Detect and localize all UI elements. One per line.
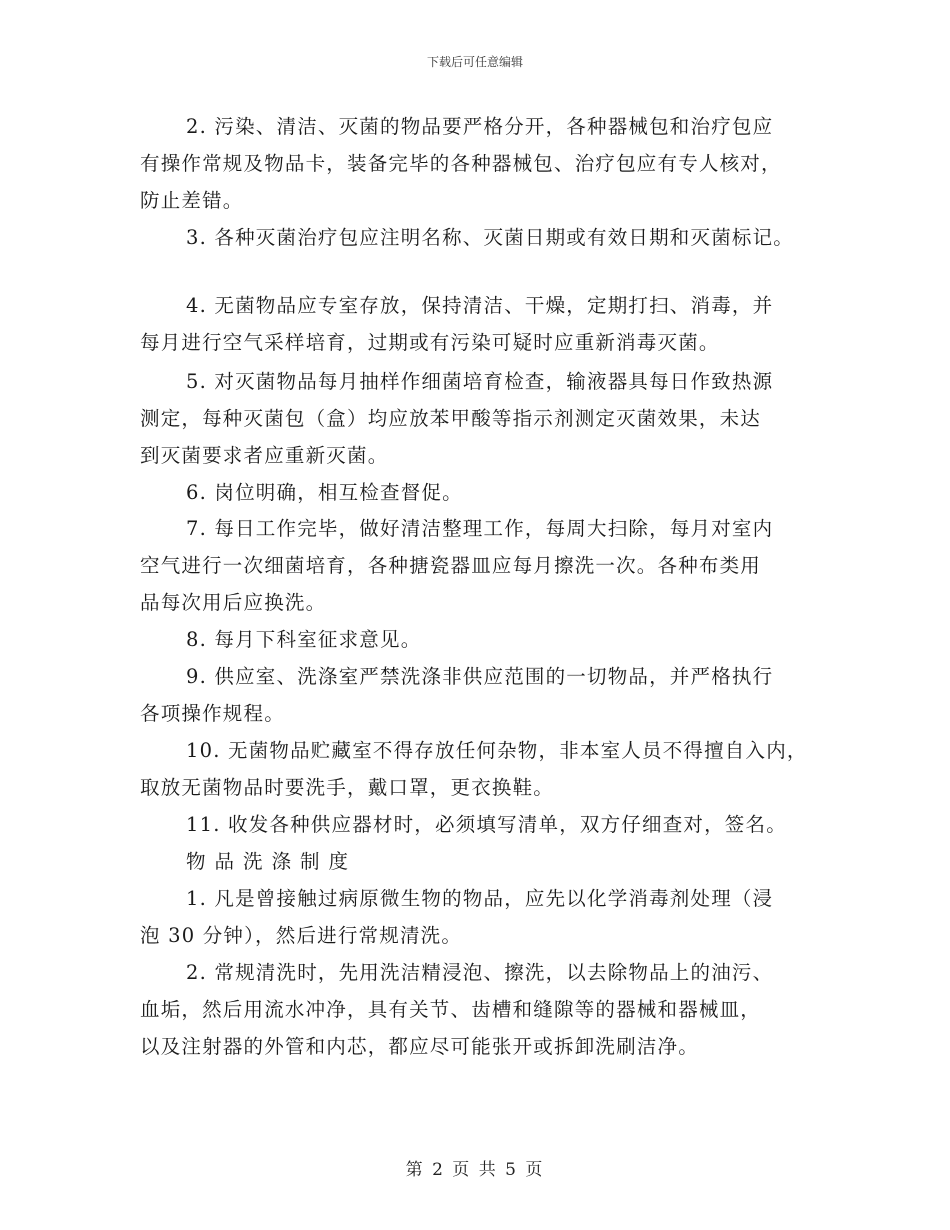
paragraph-line: 2. 常规清洗时，先用洗洁精浸泡、擦洗，以去除物品上的油污、 [186, 961, 774, 984]
paragraph-line: 到灭菌要求者应重新灭菌。 [140, 444, 389, 467]
paragraph-line: 11. 收发各种供应器材时，必须填写清单，双方仔细查对，签名。 [186, 813, 787, 836]
paragraph-line: 每月进行空气采样培育，过期或有污染可疑时应重新消毒灭菌。 [140, 331, 720, 354]
paragraph-line: 4. 无菌物品应专室存放，保持清洁、干燥，定期打扫、消毒，并 [186, 294, 774, 317]
paragraph-line: 血垢，然后用流水冲净，具有关节、齿槽和缝隙等的器械和器械皿， [140, 998, 762, 1021]
paragraph-line: 防止差错。 [140, 189, 244, 212]
paragraph-line: 3. 各种灭菌治疗包应注明名称、灭菌日期或有效日期和灭菌标记。 [186, 226, 795, 249]
paragraph-line: 5. 对灭菌物品每月抽样作细菌培育检查，输液器具每日作致热源 [186, 370, 774, 393]
paragraph-line: 以及注射器的外管和内芯，都应尽可能张开或拆卸洗刷洁净。 [140, 1035, 699, 1058]
paragraph-line: 泡 30 分钟），然后进行常规清洗。 [140, 924, 463, 947]
paragraph-line: 空气进行一次细菌培育，各种搪瓷器皿应每月擦洗一次。各种布类用 [140, 554, 762, 577]
paragraph-line: 有操作常规及物品卡，装备完毕的各种器械包、治疗包应有专人核对， [140, 152, 782, 175]
paragraph-line: 6. 岗位明确，相互检查督促。 [186, 481, 463, 504]
paragraph-line: 8. 每月下科室征求意见。 [186, 628, 422, 651]
paragraph-line: 1. 凡是曾接触过病原微生物的物品，应先以化学消毒剂处理（浸 [186, 887, 774, 910]
paragraph-line: 7. 每日工作完毕，做好清洁整理工作，每周大扫除，每月对室内 [186, 517, 774, 540]
paragraph-line: 9. 供应室、洗涤室严禁洗涤非供应范围的一切物品，并严格执行 [186, 665, 774, 688]
paragraph-line: 取放无菌物品时要洗手，戴口罩，更衣换鞋。 [140, 776, 555, 799]
paragraph-line: 2. 污染、清洁、灭菌的物品要严格分开，各种器械包和治疗包应 [186, 115, 774, 138]
section-title: 物品洗涤制度 [186, 850, 358, 873]
paragraph-line: 测定，每种灭菌包（盒）均应放苯甲酸等指示剂测定灭菌效果，未达 [140, 407, 762, 430]
paragraph-line: 各项操作规程。 [140, 702, 285, 725]
paragraph-line: 10. 无菌物品贮藏室不得存放任何杂物，非本室人员不得擅自入内， [186, 739, 808, 762]
paragraph-line: 品每次用后应换洗。 [140, 591, 327, 614]
page-footer: 第 2 页 共 5 页 [405, 1160, 545, 1180]
page-header: 下载后可任意编辑 [426, 55, 523, 69]
